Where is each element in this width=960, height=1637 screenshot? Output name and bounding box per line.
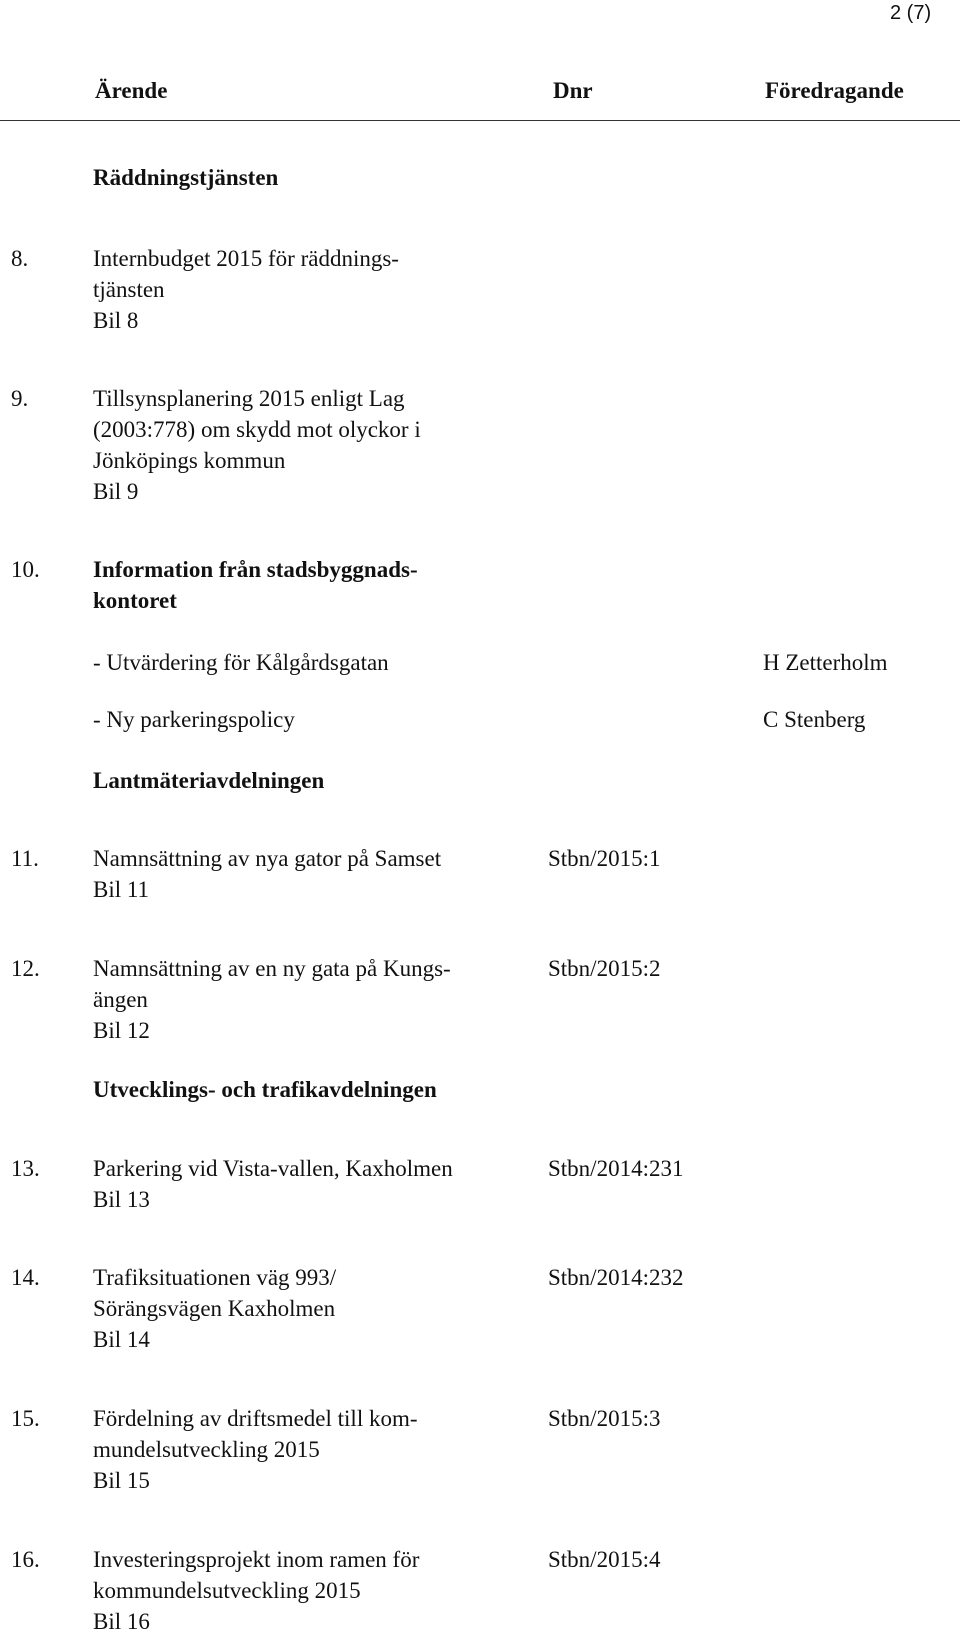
- item-10-sub-1-text: - Utvärdering för Kålgårdsgatan: [93, 650, 389, 675]
- item-11-dnr: Stbn/2015:1: [548, 846, 661, 871]
- item-10-sub-2-presenter: C Stenberg: [763, 707, 866, 732]
- item-8-line: tjänsten: [93, 277, 165, 302]
- item-12-line: ängen: [93, 987, 148, 1012]
- item-14-line: Sörängsvägen Kaxholmen: [93, 1296, 336, 1321]
- item-12-attachment: Bil 12: [93, 1018, 150, 1043]
- item-14-text: [93, 1262, 336, 1355]
- section-heading-raddningstjansten: Räddningstjänsten: [93, 165, 279, 190]
- item-8-text: [93, 243, 399, 336]
- item-9-line: Jönköpings kommun: [93, 448, 286, 473]
- item-12-line: Namnsättning av en ny gata på Kungs-: [93, 956, 451, 981]
- item-16-dnr: Stbn/2015:4: [548, 1547, 661, 1572]
- item-10-sub-2-text: - Ny parkeringspolicy: [93, 707, 295, 732]
- item-11-line: Namnsättning av nya gator på Samset: [93, 846, 442, 871]
- item-16-attachment: Bil 16: [93, 1609, 150, 1634]
- item-16-text: [93, 1544, 419, 1637]
- item-14-number: 14.: [11, 1265, 40, 1290]
- item-13-line: Parkering vid Vista-vallen, Kaxholmen: [93, 1156, 453, 1181]
- item-12-dnr: Stbn/2015:2: [548, 956, 661, 981]
- item-13-text: [93, 1153, 453, 1215]
- item-10-number: 10.: [11, 557, 40, 582]
- item-14-attachment: Bil 14: [93, 1327, 150, 1352]
- item-8-line: Internbudget 2015 för räddnings-: [93, 246, 399, 271]
- item-15-attachment: Bil 15: [93, 1468, 150, 1493]
- item-15-line: mundelsutveckling 2015: [93, 1437, 320, 1462]
- item-10-line: kontoret: [93, 588, 177, 613]
- item-8-number: 8.: [11, 246, 29, 271]
- header-rule: [0, 120, 960, 121]
- item-10-line: Information från stadsbyggnads-: [93, 557, 418, 582]
- item-9-text: [93, 383, 421, 507]
- item-12-number: 12.: [11, 956, 40, 981]
- item-9-number: 9.: [11, 386, 29, 411]
- item-12-text: [93, 953, 451, 1046]
- item-11-number: 11.: [11, 846, 39, 871]
- item-16-line: kommundelsutveckling 2015: [93, 1578, 361, 1603]
- item-8-attachment: Bil 8: [93, 308, 139, 333]
- section-heading-lantmateriavdelningen: Lantmäteriavdelningen: [93, 768, 325, 793]
- item-15-number: 15.: [11, 1406, 40, 1431]
- item-16-number: 16.: [11, 1547, 40, 1572]
- item-15-dnr: Stbn/2015:3: [548, 1406, 661, 1431]
- item-11-attachment: Bil 11: [93, 877, 150, 902]
- item-14-line: Trafiksituationen väg 993/: [93, 1265, 337, 1290]
- section-heading-utvecklings-och-trafikavdelningen: Utvecklings- och trafikavdelningen: [93, 1077, 437, 1102]
- item-9-attachment: Bil 9: [93, 479, 139, 504]
- item-13-dnr: Stbn/2014:231: [548, 1156, 684, 1181]
- item-14-dnr: Stbn/2014:232: [548, 1265, 684, 1290]
- column-header-dnr: Dnr: [553, 78, 593, 103]
- item-13-number: 13.: [11, 1156, 40, 1181]
- column-header-foredragande: Föredragande: [765, 78, 904, 103]
- item-9-line: (2003:778) om skydd mot olyckor i: [93, 417, 421, 442]
- item-10-sub-1-presenter: H Zetterholm: [763, 650, 888, 675]
- item-11-text: [93, 843, 441, 905]
- item-15-text: [93, 1403, 418, 1496]
- item-15-line: Fördelning av driftsmedel till kom-: [93, 1406, 418, 1431]
- item-16-line: Investeringsprojekt inom ramen för: [93, 1547, 420, 1572]
- item-9-line: Tillsynsplanering 2015 enligt Lag: [93, 386, 405, 411]
- item-13-attachment: Bil 13: [93, 1187, 150, 1212]
- column-header-arende: Ärende: [95, 78, 168, 103]
- page-number: 2 (7): [890, 2, 932, 24]
- item-10-text: [93, 554, 418, 616]
